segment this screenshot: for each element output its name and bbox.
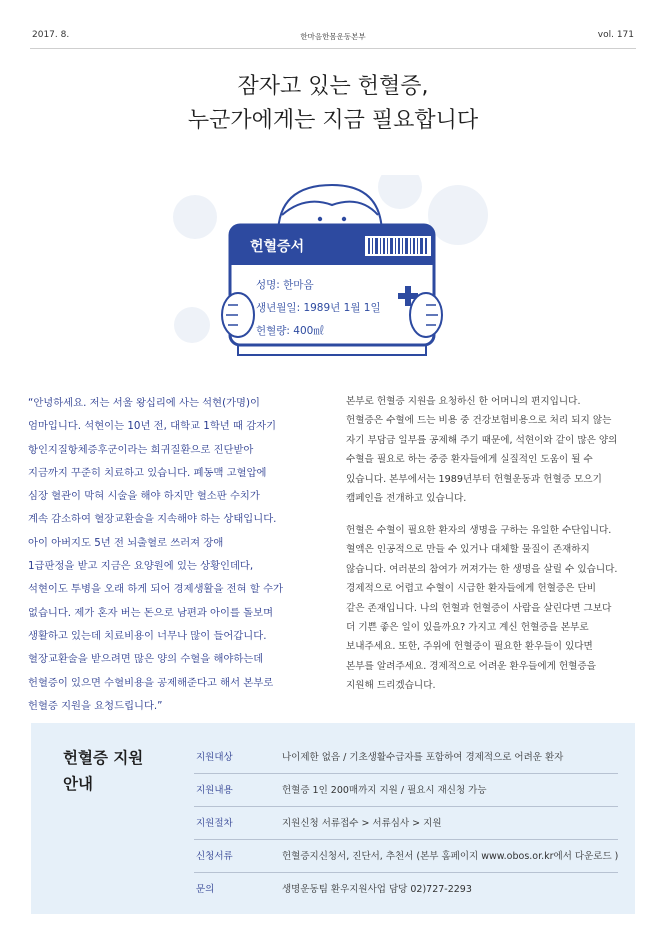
quote-line: 1급판정을 받고 지금은 요양원에 있는 상황인데다,	[28, 560, 254, 573]
quote-line: 헌혈증이 있으면 수혈비용을 공제해준다고 해서 본부로	[28, 676, 274, 689]
body-line: 자기 부담금 일부를 공제해 주기 때문에, 석현이와 같이 많은 양의	[346, 434, 618, 446]
info-label: 지원내용	[196, 785, 233, 796]
card-name: 성명: 한마음	[256, 279, 314, 291]
info-row-procedure	[194, 807, 618, 840]
info-heading-line1: 헌혈증 지원	[63, 749, 144, 767]
quote-line: 아이 아버지도 5년 전 뇌출혈로 쓰러져 장애	[28, 536, 224, 549]
body-line: 않습니다. 여러분의 참여가 꺼져가는 한 생명을 살릴 수 있습니다.	[346, 563, 618, 575]
info-value: 나이제한 없음 / 기초생활수급자를 포함하여 경제적으로 어려운 환자	[282, 752, 564, 763]
info-value[interactable]: 헌혈증지신청서, 진단서, 추천서 (본부 홈페이지 www.obos.or.kr에서 다운로드 )	[282, 851, 619, 862]
card-amount: 헌혈량: 400㎖	[256, 325, 324, 337]
blood-donation-card-illustration	[170, 175, 490, 365]
body-line: 보내주세요. 또한, 주위에 헌혈증이 필요한 환우들이 있다면	[346, 641, 593, 653]
info-label: 문의	[196, 884, 215, 895]
body-line: 헌혈증은 수혈에 드는 비용 중 건강보험비용으로 처리 되지 않는	[346, 415, 612, 427]
quote-line: 지금까지 꾸준히 치료하고 있습니다. 폐동맥 고혈압에	[28, 466, 267, 479]
info-row-contact	[194, 873, 618, 905]
quote-line: “안녕하세요. 저는 서울 왕십리에 사는 석현(가명)이	[28, 397, 260, 409]
body-line: 수혈을 필요로 하는 중증 환자들에게 실질적인 도움이 될 수	[346, 454, 593, 466]
body-paragraph-2	[346, 521, 646, 696]
quote-line: 계속 감소하여 혈장교환술을 지속해야 하는 상태입니다.	[28, 513, 277, 526]
info-value: 지원신청 서류접수 > 서류심사 > 지원	[282, 818, 442, 829]
body-line: 더 기쁜 좋은 일이 있을까요? 가지고 계신 헌혈증을 본부로	[346, 622, 589, 634]
barcode-icon	[365, 236, 431, 256]
page-title-line2: 누군가에게는 지금 필요합니다	[187, 108, 479, 133]
body-line: 캠페인을 전개하고 있습니다.	[346, 493, 467, 505]
info-row-documents	[194, 840, 618, 873]
quote-line: 석현이도 투병을 오래 하게 되어 경제생활을 전혀 할 수가	[28, 583, 283, 596]
card-title: 헌혈증서	[250, 239, 305, 255]
smiling-character-illustration	[170, 175, 490, 365]
info-row-target	[194, 741, 618, 774]
body-paragraph-1	[346, 392, 646, 508]
quote-line: 심장 혈관이 막혀 시술을 해야 하지만 혈소판 수치가	[28, 490, 260, 503]
header-organization: 한마음한몸운동본부	[300, 32, 366, 41]
quote-line: 헌혈증 지원을 요청드립니다.”	[28, 699, 163, 712]
quote-line: 항인지질항체증후군이라는 희귀질환으로 진단받아	[28, 443, 254, 456]
card-birthdate: 생년월일: 1989년 1월 1일	[256, 302, 381, 314]
body-line: 헌혈은 수혈이 필요한 환자의 생명을 구하는 유일한 수단입니다.	[346, 525, 612, 536]
header-date: 2017. 8.	[32, 30, 70, 40]
body-line: 지원해 드리겠습니다.	[346, 680, 436, 692]
header-volume: vol. 171	[597, 30, 634, 40]
body-line: 같은 존재입니다. 나의 헌혈과 헌혈증이 사람을 살린다면 그보다	[346, 602, 612, 614]
support-info-box	[31, 723, 635, 914]
info-heading-line2: 안내	[63, 775, 93, 793]
info-label: 지원대상	[196, 752, 233, 763]
body-line: 경제적으로 어렵고 수혈이 시급한 환자들에게 헌혈증은 단비	[346, 583, 596, 595]
quote-line: 엄마입니다. 석현이는 10년 전, 대학교 1학년 때 감자기	[28, 420, 277, 433]
info-label: 신청서류	[196, 851, 233, 862]
info-value: 생명운동팀 환우지원사업 담당 02)727-2293	[282, 884, 472, 895]
info-label: 지원절차	[196, 818, 233, 829]
quote-line: 혈장교환술을 받으려면 많은 양의 수혈을 해야하는데	[28, 653, 264, 666]
body-line: 본부를 알려주세요. 경제적으로 어려운 환우들에게 헌혈증을	[346, 660, 596, 672]
mother-letter-quote	[28, 392, 328, 718]
header-divider	[30, 48, 636, 49]
info-value: 헌혈증 1인 200매까지 지원 / 필요시 재신청 가능	[282, 785, 487, 796]
body-line: 있습니다. 본부에서는 1989년부터 헌혈운동과 헌혈증 모으기	[346, 473, 602, 485]
body-line: 본부로 헌혈증 지원을 요청하신 한 어머니의 편지입니다.	[346, 396, 581, 407]
info-row-content	[194, 774, 618, 807]
quote-line: 없습니다. 제가 혼자 버는 돈으로 남편과 아이를 돌보며	[28, 606, 274, 619]
body-line: 혈액은 인공적으로 만들 수 있거나 대체할 물질이 존재하지	[346, 544, 590, 556]
info-heading	[63, 745, 143, 797]
page-title-line1: 잠자고 있는 헌혈증,	[237, 74, 429, 99]
quote-line: 생활하고 있는데 치료비용이 너무나 많이 들어갑니다.	[28, 629, 267, 642]
